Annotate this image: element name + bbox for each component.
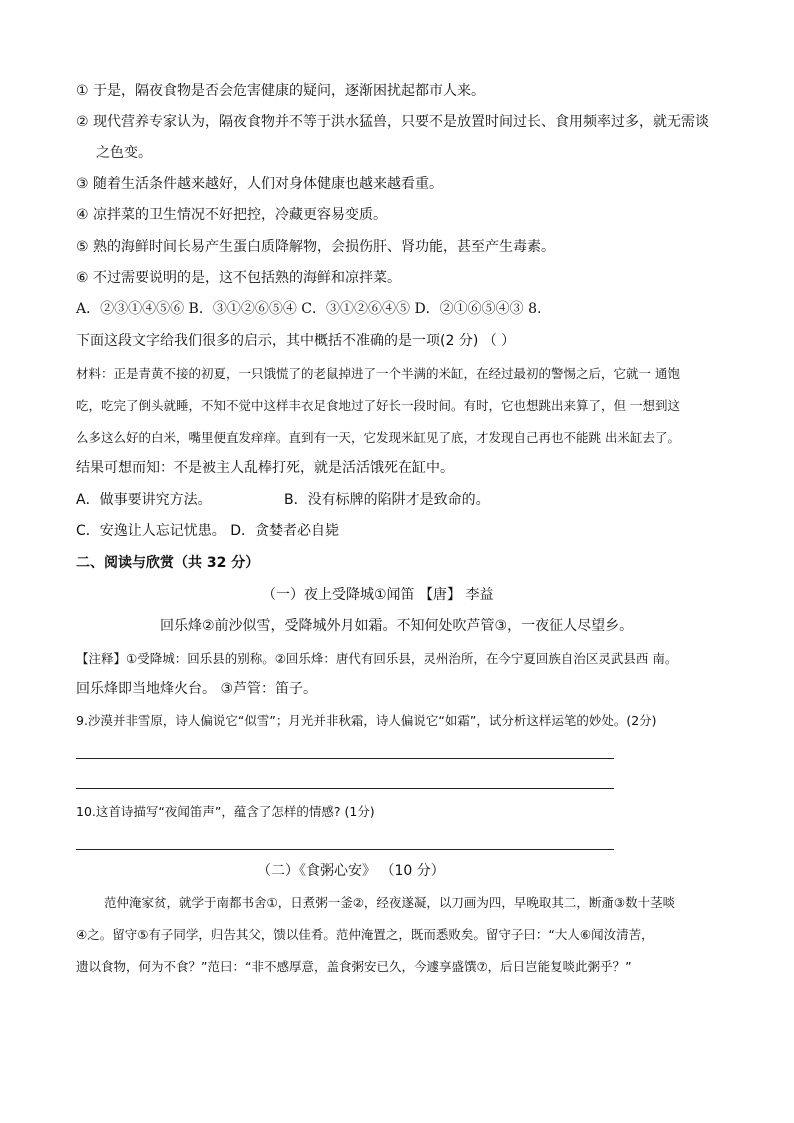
answer-line[interactable] <box>76 849 614 850</box>
poem-note: 回乐烽即当地烽火台。 ③芦管：笛子。 <box>76 681 317 697</box>
q7-options: A．②③①④⑤⑥ B．③①②⑥⑤④ C．③①②⑥④⑤ D．②①⑥⑤④③ 8. <box>76 301 542 317</box>
question-9: 9.沙漠并非雪原，诗人偏说它“似雪”；月光并非秋霜，诗人偏说它“如霜”，试分析这样运笔的妙处。(2分) <box>76 713 657 728</box>
q8-material-line: 吃，吃完了倒头就睡，不知不觉中这样丰衣足食地过了好长一段时间。有时，它也想跳出来算了，但 一想到这 <box>76 398 680 413</box>
q8-material-line: 么多这么好的白米，嘴里便直发痒痒。直到有一天，它发现米缸见了底，才发现自己再也不能跳 出米缸去了。 <box>76 430 680 445</box>
q8-option-cd: C．安逸让人忘记忧患。 D．贪婪者必自毙 <box>76 523 340 539</box>
q8-material-line: 材料：正是青黄不接的初夏，一只饿慌了的老鼠掉进了一个半满的米缸，在经过最初的警惕之后，它就一 通饱 <box>76 366 680 381</box>
poem-title: （一）夜上受降城①闻笛 【唐】 李益 <box>262 587 494 603</box>
sentence-3: ③ 随着生活条件越来越好，人们对身体健康也越来越看重。 <box>76 176 443 192</box>
sentence-4: ④ 凉拌菜的卫生情况不好把控，冷藏更容易变质。 <box>76 207 387 223</box>
q8-option-b: B．没有标牌的陷阱才是致命的。 <box>284 492 490 508</box>
question-10: 10.这首诗描写“夜闻笛声”，蕴含了怎样的情感? (1分) <box>76 804 375 819</box>
q8-stem: 下面这段文字给我们很多的启示，其中概括不准确的是一项(2 分) （ ） <box>76 333 516 349</box>
sentence-6: ⑥ 不过需要说明的是，这不包括熟的海鲜和凉拌菜。 <box>76 270 401 286</box>
prose-title: （二）《食粥心安》 （10 分） <box>257 863 445 879</box>
sentence-2: ② 现代营养专家认为，隔夜食物并不等于洪水猛兽，只要不是放置时间过长、食用频率过多，就无需谈 <box>76 114 709 130</box>
answer-line[interactable] <box>76 788 614 789</box>
q8-material-line: 结果可想而知：不是被主人乱棒打死，就是活活饿死在缸中。 <box>76 460 454 476</box>
sentence-2-continued: 之色变。 <box>96 145 152 161</box>
prose-line: 遗以食物，何为不食？”范曰：“非不感厚意，盖食粥安已久，今遽享盛馔⑦，后日岂能复啖此粥乎？” <box>76 959 632 974</box>
sentence-5: ⑤ 熟的海鲜时间长易产生蛋白质降解物，会损伤肝、肾功能，甚至产生毒素。 <box>76 239 555 255</box>
sentence-1: ① 于是，隔夜食物是否会危害健康的疑问，逐渐困扰起都市人来。 <box>76 83 485 99</box>
prose-line: 范仲淹家贫，就学于南都书舍①，日煮粥一釜②，经夜遂凝，以刀画为四，早晚取其二，断齑③数十茎啖 <box>104 895 676 910</box>
prose-line: ④之。留守⑤有子同学，归告其父，馈以佳肴。范仲淹置之，既而悉败矣。留守子曰：“大人⑥闻汝清苦， <box>76 927 654 942</box>
answer-line[interactable] <box>76 758 614 759</box>
poem-body: 回乐烽②前沙似雪，受降城外月如霜。不知何处吹芦管③，一夜征人尽望乡。 <box>160 618 634 634</box>
section-heading: 二、阅读与欣赏（共 32 分） <box>76 555 260 571</box>
q8-option-a: A．做事要讲究方法。 <box>76 492 212 508</box>
poem-note: 【注释】①受降城：回乐县的别称。②回乐烽：唐代有回乐县，灵州治所，在今宁夏回族自治区灵武县西 南。 <box>76 651 678 666</box>
